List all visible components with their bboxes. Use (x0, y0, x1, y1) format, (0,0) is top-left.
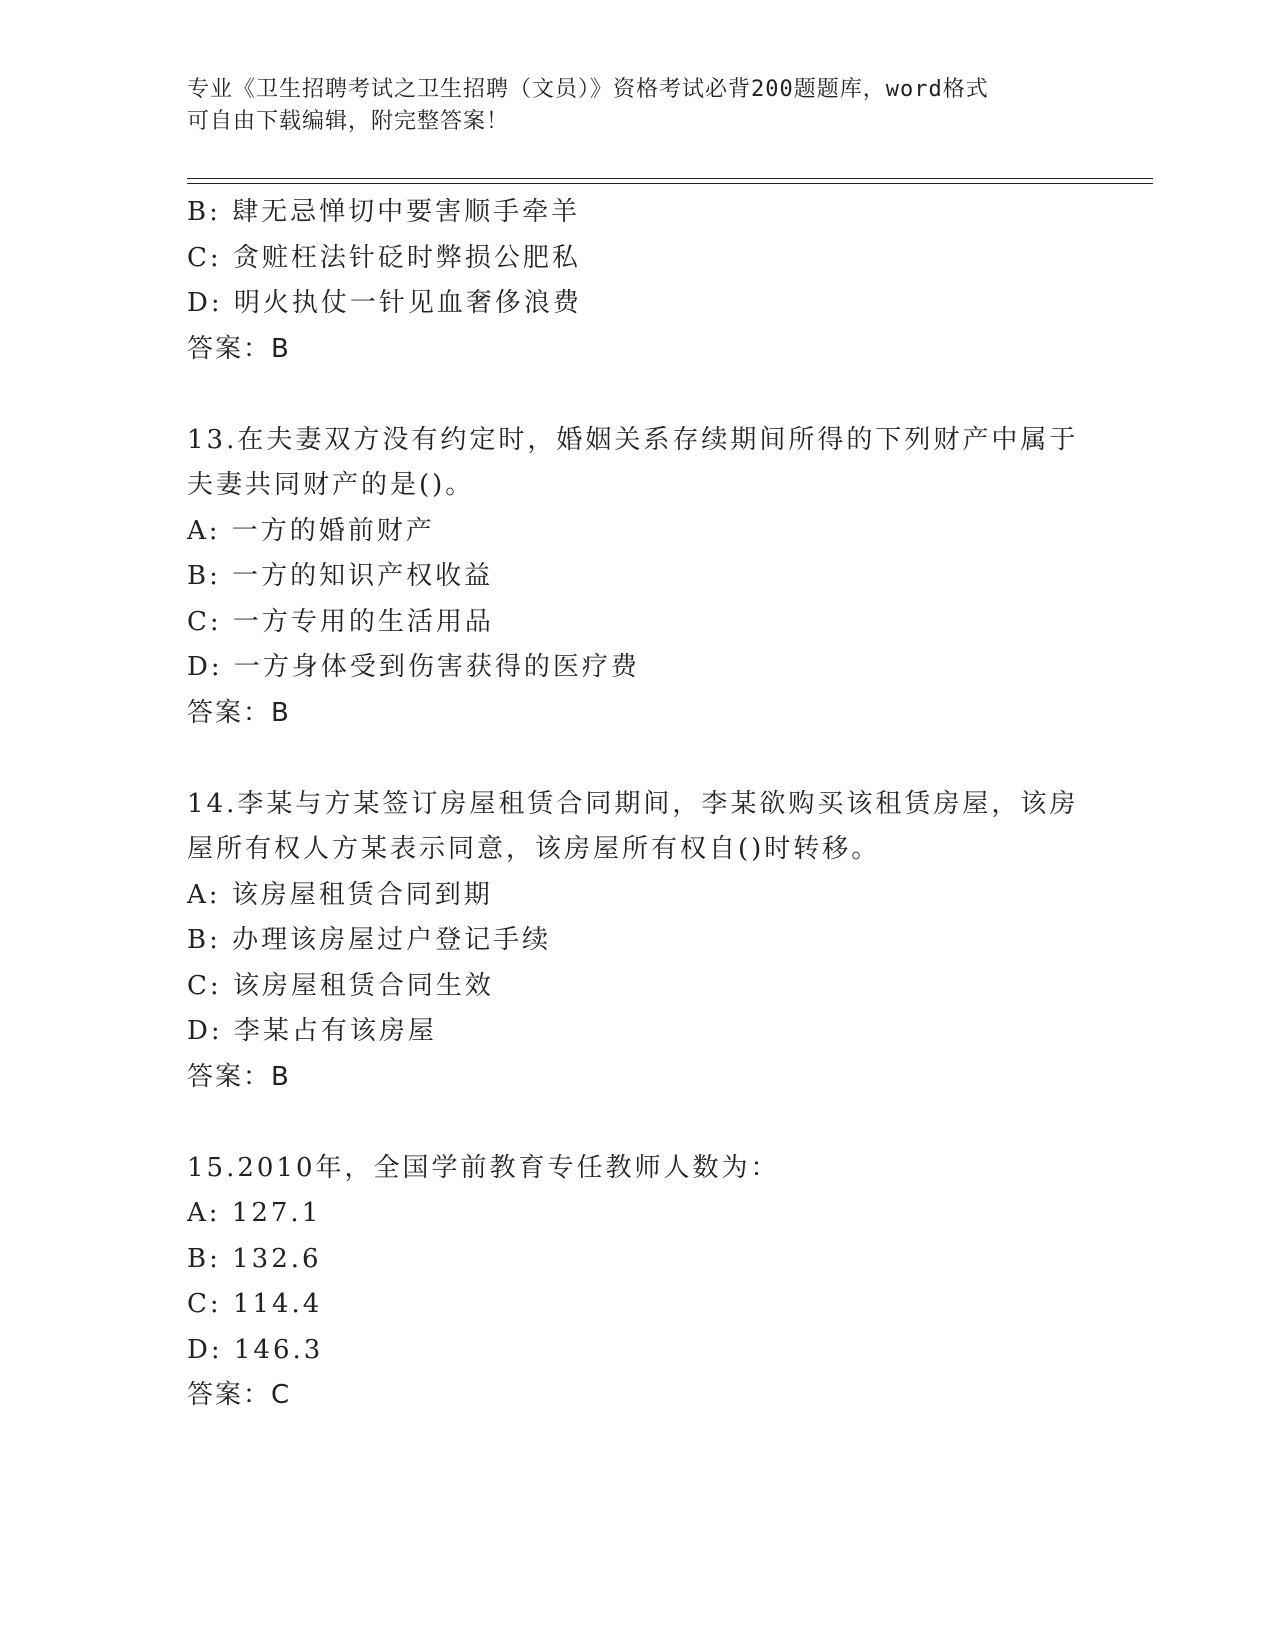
option-b: B: 办理该房屋过户登记手续 (187, 925, 552, 955)
spacer (187, 736, 1107, 782)
question-stem-line-1: 13.在夫妻双方没有约定时，婚姻关系存续期间所得的下列财产中属于 (187, 424, 1079, 455)
header-divider-top (187, 178, 1153, 179)
answer-line: 答案：B (187, 697, 291, 728)
question-14 (187, 782, 1107, 1101)
option-b: B: 肆无忌惮切中要害顺手牵羊 (187, 197, 581, 227)
answer-line: 答案：C (187, 1380, 292, 1410)
option-c: C: 一方专用的生活用品 (187, 606, 494, 637)
option-a: A: 127.1 (187, 1198, 322, 1228)
question-stem-line-2: 夫妻共同财产的是()。 (187, 470, 475, 500)
question-stem-line-1: 14.李某与方某签订房屋租赁合同期间，李某欲购买该租赁房屋，该房 (187, 788, 1079, 819)
question-13 (187, 418, 1107, 737)
option-a: A: 一方的婚前财产 (187, 515, 435, 546)
document-header (187, 74, 1087, 138)
option-d: D: 李某占有该房屋 (187, 1016, 437, 1046)
option-b: B: 132.6 (187, 1243, 322, 1274)
question-12-continued (187, 190, 1107, 372)
option-d: D: 146.3 (187, 1334, 324, 1365)
spacer (187, 372, 1107, 418)
question-list (187, 190, 1107, 1419)
question-stem-line-1: 15.2010年，全国学前教育专任教师人数为： (187, 1152, 780, 1183)
answer-line: 答案：B (187, 1061, 291, 1092)
option-c: C: 该房屋租赁合同生效 (187, 970, 494, 1001)
header-divider-bottom (187, 183, 1153, 184)
header-title-line-1: 专业《卫生招聘考试之卫生招聘（文员）》资格考试必背200题题库，word格式 (187, 77, 989, 102)
option-d: D: 明火执仗一针见血奢侈浪费 (187, 288, 582, 318)
spacer (187, 1100, 1107, 1146)
header-title-line-2: 可自由下载编辑，附完整答案！ (187, 109, 510, 134)
question-stem-line-2: 屋所有权人方某表示同意，该房屋所有权自()时转移。 (187, 834, 881, 864)
question-15 (187, 1146, 1107, 1419)
option-b: B: 一方的知识产权收益 (187, 561, 494, 591)
answer-line: 答案：B (187, 333, 291, 364)
option-c: C: 贪赃枉法针砭时弊损公肥私 (187, 242, 581, 273)
option-d: D: 一方身体受到伤害获得的医疗费 (187, 652, 640, 682)
option-a: A: 该房屋租赁合同到期 (187, 879, 493, 910)
option-c: C: 114.4 (187, 1289, 323, 1319)
